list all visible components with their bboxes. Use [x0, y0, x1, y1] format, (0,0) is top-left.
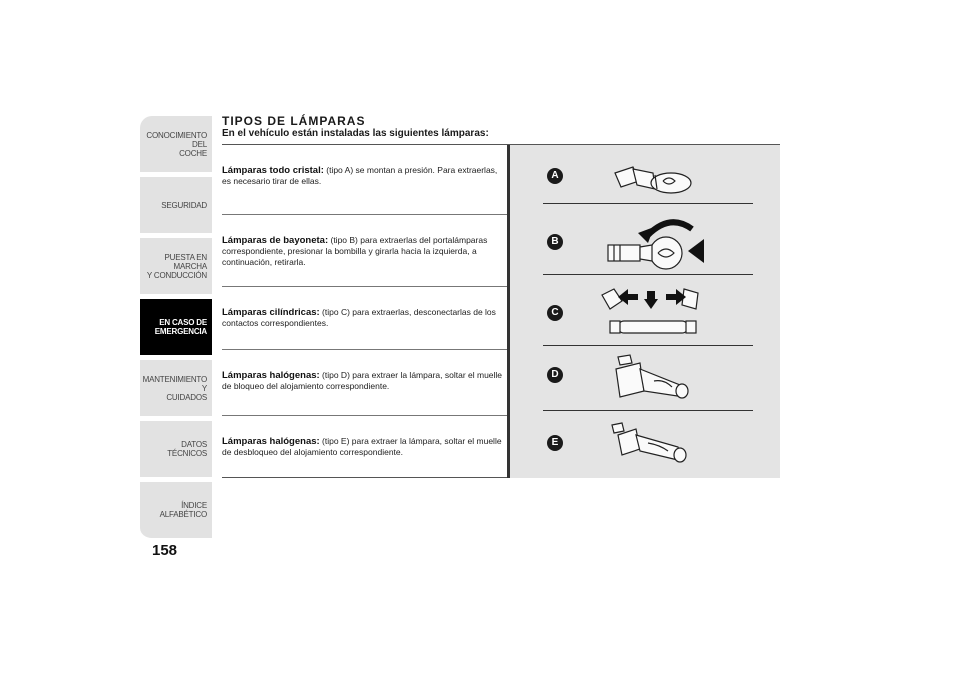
tab-seguridad[interactable]: SEGURIDAD: [140, 177, 212, 235]
entry-lead: Lámparas todo cristal:: [222, 165, 324, 176]
badge-e: E: [547, 435, 563, 451]
entry-body: (tipo C) para extraerlas, desconectarlas de los contactos correspondientes.: [222, 307, 496, 328]
entry-body: (tipo B) para extraerlas del portalámparas correspondiente, presionar la bombilla y girarla hacia la izquierda, a continuación, retirarla.: [222, 235, 488, 267]
entry-lead: Lámparas halógenas:: [222, 370, 320, 381]
badge-c: C: [547, 305, 563, 321]
section-subtitle: En el vehículo están instaladas las siguientes lámparas:: [222, 128, 489, 139]
figure-divider: [543, 203, 753, 204]
entry-type-b: [222, 215, 508, 287]
badge-a: A: [547, 168, 563, 184]
festoon-bulb-icon: [598, 283, 710, 347]
entry-type-a: [222, 145, 508, 215]
entry-body: (tipo D) para extraer la lámpara, soltar el muelle de bloqueo del alojamiento correspondiente.: [222, 370, 503, 391]
halogen-h4-bulb-icon: [610, 351, 696, 409]
lamp-descriptions: [222, 145, 508, 476]
entry-body: (tipo A) se montan a presión. Para extraerlas, es necesario tirar de ellas.: [222, 165, 498, 186]
wedge-bulb-icon: [605, 159, 700, 199]
section-title: TIPOS DE LÁMPARAS: [222, 114, 366, 128]
entry-lead: Lámparas halógenas:: [222, 436, 320, 447]
halogen-h1-bulb-icon: [608, 419, 694, 471]
lamp-types-figure: [507, 145, 780, 478]
badge-b: B: [547, 234, 563, 250]
badge-d: D: [547, 367, 563, 383]
entry-type-d: [222, 350, 508, 416]
tab-puesta-en-marcha[interactable]: PUESTA EN MARCHA Y CONDUCCIÓN: [140, 238, 212, 296]
chapter-tabs: [140, 116, 212, 543]
entry-lead: Lámparas cilíndricas:: [222, 307, 320, 318]
tab-conocimiento-del-coche[interactable]: CONOCIMIENTO DEL COCHE: [140, 116, 212, 174]
tab-mantenimiento-y-cuidados[interactable]: MANTENIMIENTO Y CUIDADOS: [140, 360, 212, 418]
page-number: 158: [152, 542, 178, 559]
tab-indice-alfabetico[interactable]: ÍNDICE ALFABÉTICO: [140, 482, 212, 540]
entry-lead: Lámparas de bayoneta:: [222, 235, 329, 246]
entry-body: (tipo E) para extraer la lámpara, soltar el muelle de desbloqueo del alojamiento correspondiente.: [222, 436, 502, 457]
tab-en-caso-de-emergencia[interactable]: EN CASO DE EMERGENCIA: [140, 299, 212, 357]
entry-type-e: [222, 416, 508, 476]
entry-type-c: [222, 287, 508, 350]
tab-datos-tecnicos[interactable]: DATOS TÉCNICOS: [140, 421, 212, 479]
bayonet-bulb-icon: [600, 211, 710, 275]
figure-divider: [543, 345, 753, 346]
figure-divider: [543, 410, 753, 411]
figure-divider: [543, 274, 753, 275]
